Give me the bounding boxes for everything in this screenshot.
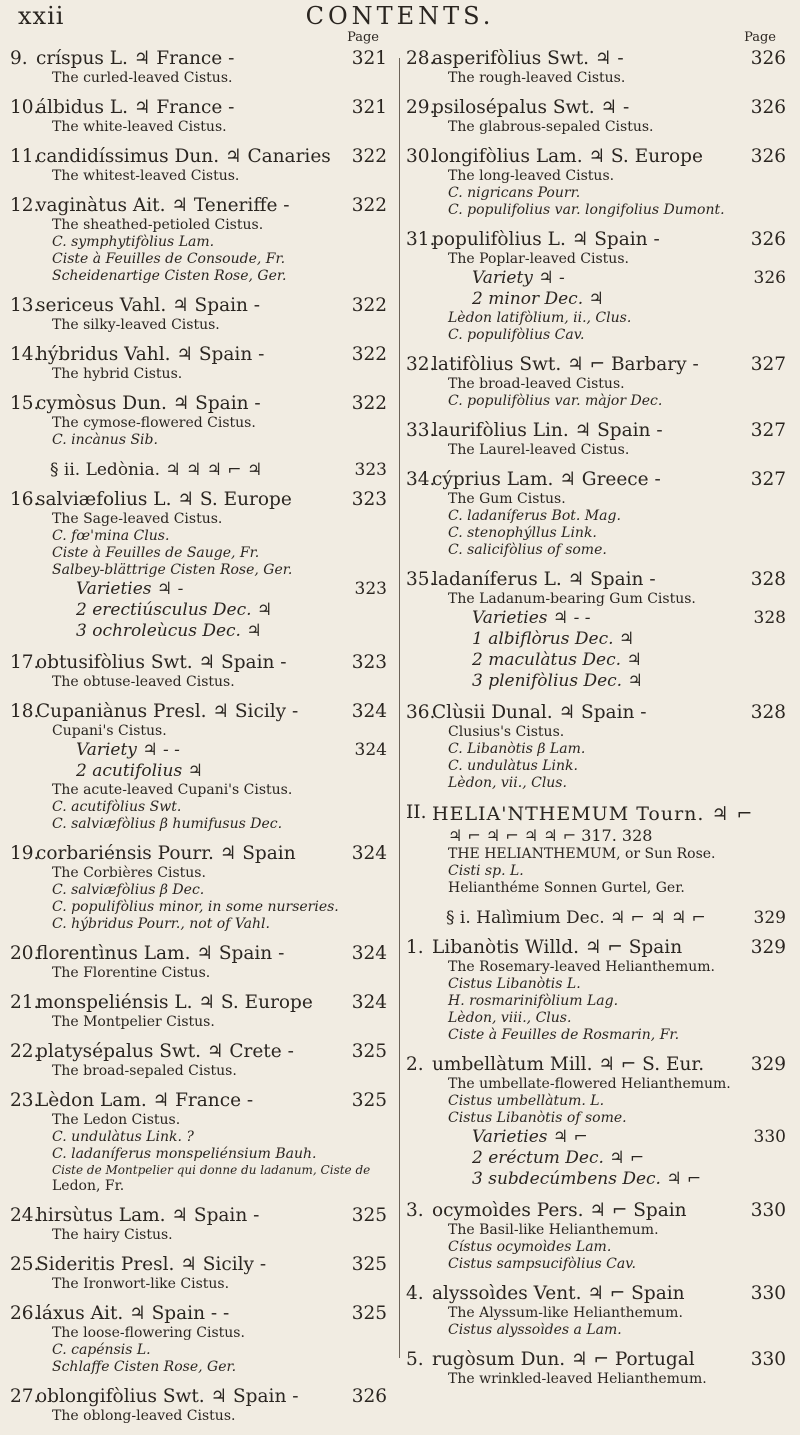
page-ref: 324 (351, 943, 387, 964)
species-entry (10, 843, 395, 933)
variety-text: 2 acutifolius ♃ (76, 761, 203, 781)
roman-page-number: xxii (18, 2, 65, 30)
entry-description: C. populifòlius minor, in some nurseries. (52, 899, 339, 915)
entry-description: Lèdon latifòlium, ii., Clus. (448, 310, 632, 326)
species-entry (10, 652, 395, 691)
species-entry (10, 1090, 395, 1195)
species-entry (10, 943, 395, 982)
page-ref: 327 (750, 354, 786, 375)
entry-description: Scheidenartige Cisten Rose, Ger. (52, 268, 287, 284)
entry-description: Ledon, Fr. (52, 1178, 125, 1194)
entry-description: Ciste de Montpelier qui donne du ladanum, Ciste de (52, 1163, 371, 1177)
page-ref: 325 (351, 1041, 387, 1062)
page-ref: 322 (351, 195, 387, 216)
section-text: § ii. Ledònia. ♃ ♃ ♃ ⌐ ♃ (50, 460, 263, 480)
page-ref: 323 (354, 460, 387, 480)
entry-number: 26. (10, 1303, 40, 1324)
entry-number: 33. (406, 420, 436, 441)
entry-heading: populifòlius L. ♃ Spain - (432, 229, 660, 250)
species-entry (406, 1054, 790, 1190)
species-entry (406, 802, 790, 897)
entry-number: 25. (10, 1254, 40, 1275)
entry-description: C. stenophýllus Link. (448, 525, 597, 541)
variety-text: 2 maculàtus Dec. ♃ (472, 650, 642, 670)
species-entry (10, 295, 395, 334)
entry-description: Ciste à Feuilles de Sauge, Fr. (52, 545, 260, 561)
entry-number: 15. (10, 393, 40, 414)
entry-description: The rough-leaved Cistus. (448, 70, 626, 86)
entry-description: The white-leaved Cistus. (52, 119, 227, 135)
entry-number: 19. (10, 843, 40, 864)
species-entry (10, 146, 395, 185)
entry-number: 28. (406, 48, 436, 69)
column-divider (399, 58, 400, 1358)
entry-heading: ocymoìdes Pers. ♃ ⌐ Spain (432, 1200, 687, 1221)
page-title: CONTENTS. (305, 2, 495, 30)
species-entry (10, 195, 395, 285)
page-ref: 325 (351, 1205, 387, 1226)
entry-description: Cistus umbellàtum. L. (448, 1093, 605, 1109)
species-entry (10, 1205, 395, 1244)
entry-number: 3. (406, 1200, 424, 1221)
genus-subline: ♃ ⌐ ♃ ⌐ ♃ ♃ ⌐ 317. 328 (448, 826, 653, 845)
page-ref: 326 (750, 146, 786, 167)
page-ref: 321 (351, 97, 387, 118)
species-entry (10, 701, 395, 833)
entry-heading: monspeliénsis L. ♃ S. Europe (36, 992, 313, 1013)
species-entry (406, 420, 790, 459)
entry-description: Helianthéme Sonnen Gurtel, Ger. (448, 880, 685, 896)
entry-number: 16. (10, 489, 40, 510)
entry-number: 2. (406, 1054, 424, 1075)
variety-line (36, 621, 395, 642)
entry-heading: Cupaniànus Presl. ♃ Sicily - (36, 701, 299, 722)
entry-heading: oblongifòlius Swt. ♃ Spain - (36, 1386, 299, 1407)
entry-description: THE HELIANTHEMUM, or Sun Rose. (448, 846, 716, 862)
entry-number: 32. (406, 354, 436, 375)
entry-description: The Ledon Cistus. (52, 1112, 181, 1128)
entry-description: The Alyssum-like Helianthemum. (448, 1305, 683, 1321)
variety-line (432, 1148, 790, 1169)
page-ref: 328 (750, 569, 786, 590)
variety-text: Varieties ♃ - (76, 579, 184, 599)
entry-number: 9. (10, 48, 28, 69)
entry-description: The sheathed-petioled Cistus. (52, 217, 264, 233)
entry-heading: cýprius Lam. ♃ Greece - (432, 469, 661, 490)
variety-line (432, 289, 790, 310)
page-ref: 326 (753, 268, 786, 288)
entry-description: The glabrous-sepaled Cistus. (448, 119, 654, 135)
variety-text: Varieties ♃ - - (472, 608, 591, 628)
entry-number: II. (406, 802, 427, 823)
entry-description: C. populifolius var. longifolius Dumont. (448, 202, 725, 218)
species-entry (10, 992, 395, 1031)
page-ref: 330 (750, 1283, 786, 1304)
page-column-label: Page (347, 30, 379, 45)
page-ref: 326 (750, 229, 786, 250)
variety-line (432, 608, 790, 629)
variety-line (432, 629, 790, 650)
entry-description: The Corbières Cistus. (52, 865, 206, 881)
entry-description: The obtuse-leaved Cistus. (52, 674, 235, 690)
variety-line (36, 579, 395, 600)
entry-number: 31. (406, 229, 436, 250)
entry-description: Cistus Libanòtis of some. (448, 1110, 627, 1126)
entry-number: 12. (10, 195, 40, 216)
page-ref: 324 (351, 843, 387, 864)
page-ref: 325 (351, 1090, 387, 1111)
entry-description: The Gum Cistus. (448, 491, 566, 507)
entry-description: Cístus ocymoìdes Lam. (448, 1239, 612, 1255)
entry-description: The Poplar-leaved Cistus. (448, 251, 629, 267)
entry-number: 29. (406, 97, 436, 118)
page-ref: 330 (750, 1349, 786, 1370)
entry-description: C. ladaníferus monspeliénsium Bauh. (52, 1146, 317, 1162)
page-ref: 330 (750, 1200, 786, 1221)
page-ref: 324 (354, 740, 387, 760)
entry-description: H. rosmarinifòlium Lag. (448, 993, 619, 1009)
entry-heading: ladaníferus L. ♃ Spain - (432, 569, 656, 590)
entry-description: C. populifòlius Cav. (448, 327, 585, 343)
species-entry (406, 702, 790, 792)
page-ref: 322 (351, 146, 387, 167)
entry-description: Cistus alyssoìdes a Lam. (448, 1322, 622, 1338)
entry-number: 22. (10, 1041, 40, 1062)
entry-description: C. incànus Sib. (52, 432, 158, 448)
variety-text: 2 eréctum Dec. ♃ ⌐ (472, 1148, 645, 1168)
entry-description: The Sage-leaved Cistus. (52, 511, 223, 527)
entry-number: 14. (10, 344, 40, 365)
entry-number: 13. (10, 295, 40, 316)
entry-heading: hýbridus Vahl. ♃ Spain - (36, 344, 265, 365)
variety-line (432, 671, 790, 692)
page-ref: 326 (750, 97, 786, 118)
variety-text: Varieties ♃ ⌐ (472, 1127, 588, 1147)
page-ref: 321 (351, 48, 387, 69)
entry-heading: críspus L. ♃ France - (36, 48, 235, 69)
species-entry (406, 569, 790, 692)
entry-number: 4. (406, 1283, 424, 1304)
right-column (406, 30, 790, 1398)
entry-description: Cistus sampsucifòlius Cav. (448, 1256, 636, 1272)
entry-description: Cupani's Cistus. (52, 723, 167, 739)
entry-heading: candidíssimus Dun. ♃ Canaries (36, 146, 331, 167)
entry-description: C. populifòlius var. màjor Dec. (448, 393, 663, 409)
species-entry (406, 1283, 790, 1339)
entry-description: C. acutifòlius Swt. (52, 799, 182, 815)
entry-description: C. salviæfòlius β humifusus Dec. (52, 816, 283, 832)
entry-heading: rugòsum Dun. ♃ ⌐ Portugal (432, 1349, 695, 1370)
entry-description: C. symphytifòlius Lam. (52, 234, 215, 250)
entry-description: Clusius's Cistus. (448, 724, 565, 740)
page-ref: 325 (351, 1254, 387, 1275)
section-text: § i. Halìmium Dec. ♃ ⌐ ♃ ♃ ⌐ (446, 908, 706, 928)
entry-description: The Ladanum-bearing Gum Cistus. (448, 591, 696, 607)
page-ref: 322 (351, 295, 387, 316)
entry-heading: HELIA'NTHEMUM Tourn. ♃ ⌐ (432, 803, 754, 825)
entry-heading: asperifòlius Swt. ♃ - (432, 48, 624, 69)
variety-text: Variety ♃ - (472, 268, 565, 288)
entry-heading: longifòlius Lam. ♃ S. Europe (432, 146, 703, 167)
entry-description: The wrinkled-leaved Helianthemum. (448, 1371, 707, 1387)
species-entry (10, 1041, 395, 1080)
species-entry (406, 229, 790, 344)
entry-number: 18. (10, 701, 40, 722)
entry-heading: latifòlius Swt. ♃ ⌐ Barbary - (432, 354, 699, 375)
page-ref: 329 (750, 937, 786, 958)
species-entry (10, 1254, 395, 1293)
entry-heading: Lèdon Lam. ♃ France - (36, 1090, 254, 1111)
variety-line (432, 268, 790, 289)
page-ref: 322 (351, 344, 387, 365)
variety-line (36, 740, 395, 761)
entry-description: Lèdon, viii., Clus. (448, 1010, 572, 1026)
entry-number: 36. (406, 702, 436, 723)
entry-description: C. undulàtus Link. (448, 758, 578, 774)
entry-heading: Libanòtis Willd. ♃ ⌐ Spain (432, 937, 683, 958)
entry-heading: salviæfolius L. ♃ S. Europe (36, 489, 292, 510)
entry-heading: florentìnus Lam. ♃ Spain - (36, 943, 285, 964)
section-heading (10, 459, 395, 481)
entry-heading: psilosépalus Swt. ♃ - (432, 97, 630, 118)
entry-number: 34. (406, 469, 436, 490)
entry-description: Salbey-blättrige Cisten Rose, Ger. (52, 562, 293, 578)
entry-description: C. ladaníferus Bot. Mag. (448, 508, 621, 524)
entry-number: 21. (10, 992, 40, 1013)
variety-line (432, 1169, 790, 1190)
entry-heading: Clùsii Dunal. ♃ Spain - (432, 702, 647, 723)
entry-heading: Sideritis Presl. ♃ Sicily - (36, 1254, 267, 1275)
entry-description: C. capénsis L. (52, 1342, 151, 1358)
page-ref: 324 (351, 701, 387, 722)
entry-description: C. fœ'mina Clus. (52, 528, 170, 544)
entry-heading: laurifòlius Lin. ♃ Spain - (432, 420, 663, 441)
left-column (10, 30, 395, 1435)
page-ref: 322 (351, 393, 387, 414)
species-entry (10, 393, 395, 449)
entry-heading: hirsùtus Lam. ♃ Spain - (36, 1205, 260, 1226)
species-entry (10, 1303, 395, 1376)
page-ref: 326 (750, 48, 786, 69)
variety-line (36, 600, 395, 621)
entry-heading: umbellàtum Mill. ♃ ⌐ S. Eur. (432, 1054, 705, 1075)
entry-description: C. Libanòtis β Lam. (448, 741, 586, 757)
species-entry (406, 1349, 790, 1388)
entry-heading: álbidus L. ♃ France - (36, 97, 235, 118)
species-entry (10, 344, 395, 383)
entry-heading: platysépalus Swt. ♃ Crete - (36, 1041, 294, 1062)
entry-description: The Rosemary-leaved Helianthemum. (448, 959, 715, 975)
page-ref: 328 (750, 702, 786, 723)
entry-number: 5. (406, 1349, 424, 1370)
entry-number: 1. (406, 937, 424, 958)
section-heading (406, 907, 790, 929)
entry-description: The loose-flowering Cistus. (52, 1325, 245, 1341)
entry-description: The Laurel-leaved Cistus. (448, 442, 630, 458)
entry-description: Ciste à Feuilles de Rosmarin, Fr. (448, 1027, 680, 1043)
entry-heading: alyssoìdes Vent. ♃ ⌐ Spain (432, 1283, 685, 1304)
page-ref: 324 (351, 992, 387, 1013)
species-entry (406, 97, 790, 136)
entry-description: The umbellate-flowered Helianthemum. (448, 1076, 731, 1092)
variety-text: 1 albiflòrus Dec. ♃ (472, 629, 635, 649)
entry-description: The long-leaved Cistus. (448, 168, 615, 184)
entry-description: C. salviæfòlius β Dec. (52, 882, 205, 898)
species-entry (10, 489, 395, 642)
page-ref: 325 (351, 1303, 387, 1324)
species-entry (406, 146, 790, 219)
entry-description: Cisti sp. L. (448, 863, 524, 879)
entry-description: The Basil-like Helianthemum. (448, 1222, 659, 1238)
entry-description: The Florentine Cistus. (52, 965, 211, 981)
entry-description: Schlaffe Cisten Rose, Ger. (52, 1359, 237, 1375)
entry-heading: corbariénsis Pourr. ♃ Spain (36, 843, 296, 864)
entry-number: 35. (406, 569, 436, 590)
entry-description: The hairy Cistus. (52, 1227, 173, 1243)
entry-description: Lèdon, vii., Clus. (448, 775, 567, 791)
page-ref: 327 (750, 469, 786, 490)
entry-description: The whitest-leaved Cistus. (52, 168, 240, 184)
entry-description: The silky-leaved Cistus. (52, 317, 220, 333)
entry-description: The Montpelier Cistus. (52, 1014, 215, 1030)
entry-number: 27. (10, 1386, 40, 1407)
entry-description: C. undulàtus Link. ? (52, 1129, 194, 1145)
entry-heading: sericeus Vahl. ♃ Spain - (36, 295, 261, 316)
page-ref: 326 (351, 1386, 387, 1407)
entry-description: Ciste à Feuilles de Consoude, Fr. (52, 251, 286, 267)
entry-number: 23. (10, 1090, 40, 1111)
entry-description: The Ironwort-like Cistus. (52, 1276, 230, 1292)
variety-text: 2 minor Dec. ♃ (472, 289, 604, 309)
variety-text: 3 plenifòlius Dec. ♃ (472, 671, 643, 691)
page-ref: 328 (753, 608, 786, 628)
species-entry (406, 48, 790, 87)
species-entry (406, 469, 790, 559)
variety-text: 3 subdecúmbens Dec. ♃ ⌐ (472, 1169, 702, 1189)
species-entry (406, 937, 790, 1044)
entry-number: 24. (10, 1205, 40, 1226)
page-ref: 330 (753, 1127, 786, 1147)
entry-description: The broad-sepaled Cistus. (52, 1063, 237, 1079)
species-entry (406, 1200, 790, 1273)
species-entry (406, 354, 790, 410)
page-ref: 327 (750, 420, 786, 441)
page-ref: 323 (351, 652, 387, 673)
entry-heading: cymòsus Dun. ♃ Spain - (36, 393, 261, 414)
entry-number: 30. (406, 146, 436, 167)
entry-description: The cymose-flowered Cistus. (52, 415, 256, 431)
entry-heading: láxus Ait. ♃ Spain - - (36, 1303, 230, 1324)
variety-line (432, 650, 790, 671)
species-entry (10, 97, 395, 136)
variety-text: 2 erectiúsculus Dec. ♃ (76, 600, 273, 620)
page-column-label: Page (744, 30, 776, 45)
entry-description: Cistus Libanòtis L. (448, 976, 581, 992)
page-ref: 329 (750, 1054, 786, 1075)
entry-heading: obtusifòlius Swt. ♃ Spain - (36, 652, 287, 673)
variety-text: 3 ochroleùcus Dec. ♃ (76, 621, 262, 641)
entry-description: C. salicifòlius of some. (448, 542, 607, 558)
entry-description: The oblong-leaved Cistus. (52, 1408, 236, 1424)
entry-heading: vaginàtus Ait. ♃ Teneriffe - (36, 195, 290, 216)
page-ref: 323 (354, 579, 387, 599)
entry-description: The hybrid Cistus. (52, 366, 183, 382)
entry-description: The acute-leaved Cupani's Cistus. (52, 782, 293, 798)
entry-number: 10. (10, 97, 40, 118)
entry-description: C. hýbridus Pourr., not of Vahl. (52, 916, 270, 932)
entry-number: 20. (10, 943, 40, 964)
variety-line (432, 1127, 790, 1148)
variety-text: Variety ♃ - - (76, 740, 180, 760)
entry-description: The broad-leaved Cistus. (448, 376, 625, 392)
variety-line (36, 761, 395, 782)
entry-description: C. nigricans Pourr. (448, 185, 581, 201)
page-ref: 323 (351, 489, 387, 510)
page-ref: 329 (753, 908, 786, 928)
entry-number: 17. (10, 652, 40, 673)
entry-description: The curled-leaved Cistus. (52, 70, 233, 86)
entry-number: 11. (10, 146, 40, 167)
species-entry (10, 48, 395, 87)
